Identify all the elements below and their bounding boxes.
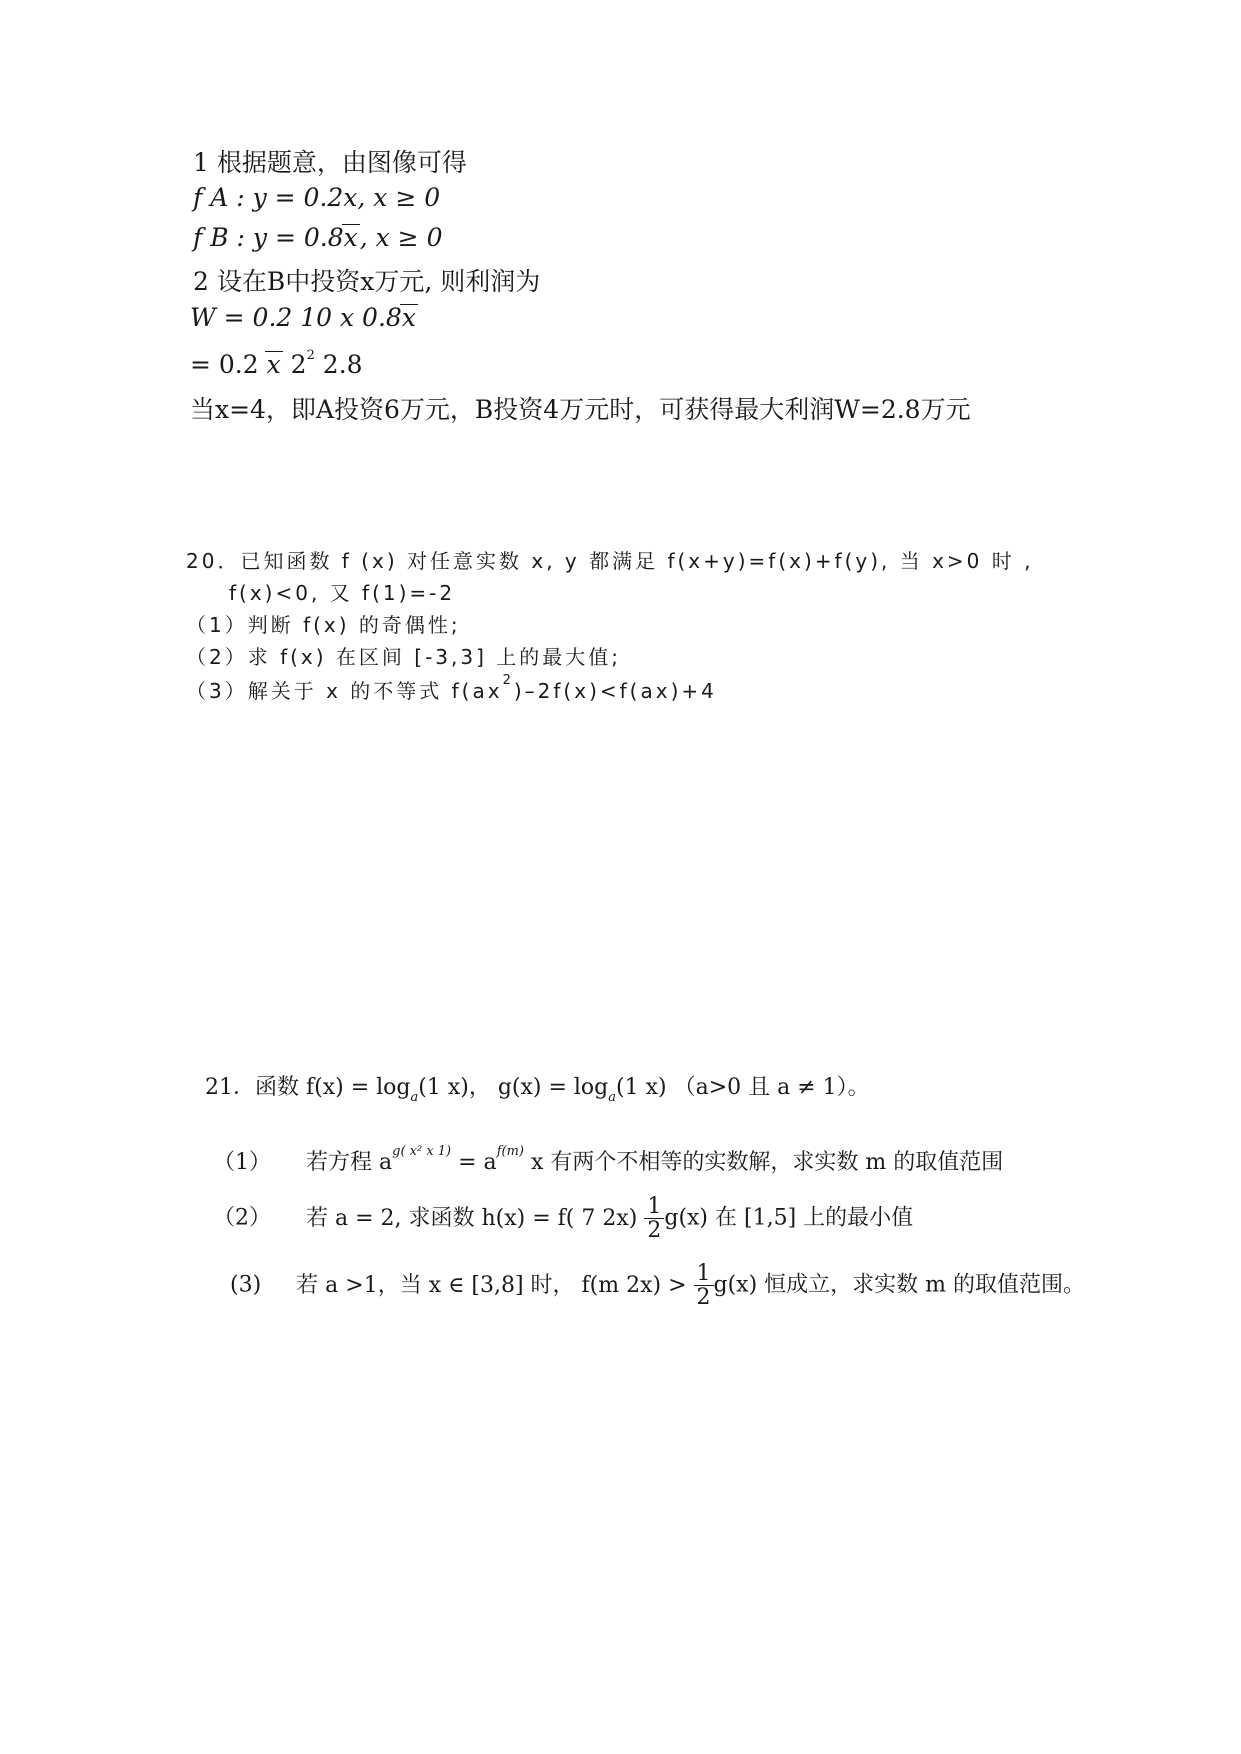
q20-part3-suffix: )–2f(x)<f(ax)+4 bbox=[513, 679, 717, 703]
profit-formula-prefix: W = 0.2 10 x 0.8 bbox=[190, 303, 402, 332]
q21-log-base-1: a bbox=[410, 1090, 419, 1105]
solution-step2: 2 设在B中投资x万元, 则利润为 bbox=[193, 267, 541, 296]
q21-part1-label: （1） bbox=[213, 1150, 271, 1175]
q21-stem bbox=[205, 1070, 870, 1105]
profit-square-suffix: 2.8 bbox=[314, 350, 363, 379]
q20-part3 bbox=[186, 673, 717, 704]
profit-square-mid: 2 bbox=[282, 350, 307, 379]
function-b-radicand: x bbox=[343, 223, 358, 252]
q21-stem-b: (1 x)， g(x) = log bbox=[418, 1075, 609, 1100]
q21-part2-numerator: 1 bbox=[644, 1195, 664, 1219]
q21-stem-c: (1 x) （a>0 且 a ≠ 1）。 bbox=[616, 1075, 870, 1100]
function-b-prefix: f B : y = 0.8 bbox=[193, 223, 344, 252]
q21-part1-exponent2: f(m) bbox=[496, 1144, 524, 1159]
q20-part3-prefix: （3）解关于 x 的不等式 f(ax bbox=[186, 679, 503, 703]
q21-part2-label: （2） bbox=[213, 1205, 271, 1231]
q21-part1-b: = a bbox=[451, 1150, 497, 1175]
q20-stem-line2: f(x)<0, 又 f(1)=-2 bbox=[229, 581, 456, 605]
q21-part3-label: (3) bbox=[230, 1272, 262, 1298]
profit-completed-square bbox=[190, 348, 363, 379]
profit-square-prefix: = 0.2 bbox=[190, 350, 267, 379]
solution-conclusion: 当x=4，即A投资6万元，B投资4万元时，可获得最大利润W=2.8万元 bbox=[190, 395, 971, 424]
q21-part2-a: 若 a = 2, 求函数 h(x) = f( 7 2x) bbox=[306, 1205, 645, 1231]
q21-stem-a: 21．函数 f(x) = log bbox=[205, 1075, 411, 1100]
q20-part2: （2）求 f(x) 在区间 [-3,3] 上的最大值; bbox=[186, 645, 622, 669]
q20-part3-exponent: 2 bbox=[502, 673, 514, 688]
function-b-formula bbox=[193, 223, 442, 252]
q21-part2-denominator: 2 bbox=[647, 1218, 662, 1244]
q20-stem-line1: 20．已知函数 f (x) 对任意实数 x, y 都满足 f(x+y)=f(x)+f(y), 当 x>0 时 , bbox=[186, 549, 1034, 573]
q21-part1 bbox=[213, 1144, 1003, 1176]
profit-square-radicand: x bbox=[266, 350, 281, 379]
q21-part2-fraction bbox=[644, 1195, 664, 1242]
q21-part1-c: x 有两个不相等的实数解，求实数 m 的取值范围 bbox=[523, 1150, 1004, 1175]
q21-part3-a: 若 a >1，当 x ∈ [3,8] 时， f(m 2x) > bbox=[296, 1272, 694, 1298]
profit-radicand: x bbox=[401, 303, 416, 332]
profit-square-exponent: 2 bbox=[306, 348, 315, 363]
q21-part1-exponent1: g( x² x 1) bbox=[392, 1144, 452, 1159]
profit-formula bbox=[190, 303, 418, 332]
function-a-formula: f A : y = 0.2x, x ≥ 0 bbox=[193, 183, 441, 212]
q21-part1-a: 若方程 a bbox=[306, 1150, 393, 1175]
q21-part2 bbox=[213, 1195, 913, 1242]
function-b-suffix: , x ≥ 0 bbox=[359, 223, 443, 252]
q21-part3-fraction bbox=[694, 1262, 714, 1309]
q21-part3-b: g(x) 恒成立，求实数 m 的取值范围。 bbox=[713, 1272, 1086, 1298]
q21-part3-denominator: 2 bbox=[696, 1285, 711, 1311]
q21-part3 bbox=[230, 1262, 1085, 1309]
q21-part2-b: g(x) 在 [1,5] 上的最小值 bbox=[664, 1205, 914, 1231]
q21-part3-numerator: 1 bbox=[694, 1262, 714, 1286]
q20-part1: （1）判断 f(x) 的奇偶性; bbox=[186, 613, 461, 637]
solution-step1: 1 根据题意，由图像可得 bbox=[193, 148, 467, 177]
q21-log-base-2: a bbox=[608, 1090, 617, 1105]
